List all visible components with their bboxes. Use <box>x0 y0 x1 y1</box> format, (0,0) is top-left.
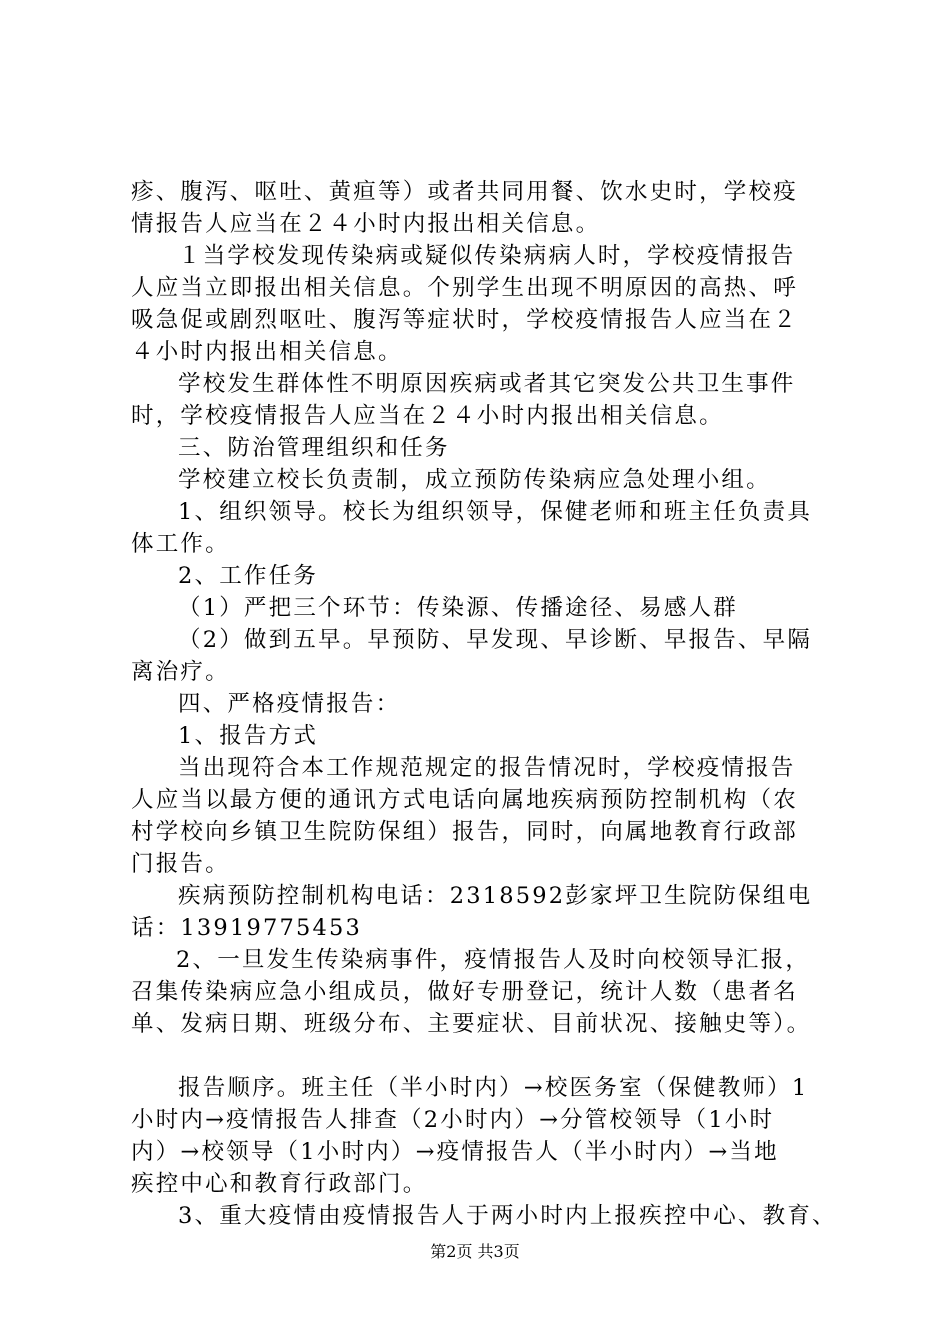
paragraph-line: 学校发生群体性不明原因疾病或者其它突发公共卫生事件 <box>178 371 796 397</box>
paragraph-line: 门报告。 <box>131 851 230 877</box>
section-heading: 三、防治管理组织和任务 <box>178 435 450 461</box>
paragraph-line: １当学校发现传染病或疑似传染病病人时，学校疫情报告 <box>178 243 796 269</box>
paragraph-line: 1、组织领导。校长为组织领导，保健老师和班主任负责具 <box>178 499 813 525</box>
section-heading: 四、严格疫情报告： <box>178 691 401 717</box>
paragraph-line: 报告顺序。班主任（半小时内）→校医务室（保健教师）1 <box>178 1075 809 1101</box>
paragraph-line: 离治疗。 <box>131 659 230 685</box>
paragraph-line: 当出现符合本工作规范规定的报告情况时，学校疫情报告 <box>178 755 796 781</box>
paragraph-line: 人应当立即报出相关信息。个别学生出现不明原因的高热、呼 <box>131 275 798 301</box>
paragraph-line: （2）做到五早。早预防、早发现、早诊断、早报告、早隔 <box>178 627 813 653</box>
paragraph-line: 体工作。 <box>131 531 230 557</box>
paragraph-line: ４小时内报出相关信息。 <box>131 339 403 365</box>
paragraph-line: 时，学校疫情报告人应当在２４小时内报出相关信息。 <box>131 403 724 429</box>
paragraph-line: 2、一旦发生传染病事件，疫情报告人及时向校领导汇报， <box>176 947 811 973</box>
paragraph-line: 话：13919775453 <box>131 915 363 941</box>
paragraph-line: 学校建立校长负责制，成立预防传染病应急处理小组。 <box>178 467 771 493</box>
paragraph-line: 人应当以最方便的通讯方式电话向属地疾病预防控制机构（农 <box>131 787 798 813</box>
paragraph-line: （1）严把三个环节：传染源、传播途径、易感人群 <box>178 595 738 621</box>
page-footer: 第2页 共3页 <box>430 1242 520 1261</box>
paragraph-line: 吸急促或剧烈呕吐、腹泻等症状时，学校疫情报告人应当在２ <box>131 307 798 333</box>
paragraph-line: 单、发病日期、班级分布、主要症状、目前状况、接触史等）。 <box>131 1011 812 1037</box>
paragraph-line: 召集传染病应急小组成员，做好专册登记，统计人数（患者名 <box>131 979 798 1005</box>
paragraph-line: 内）→校领导（1小时内）→疫情报告人（半小时内）→当地 <box>131 1139 779 1165</box>
paragraph-line: 3、重大疫情由疫情报告人于两小时内上报疾控中心、教育、 <box>178 1203 837 1229</box>
paragraph-line: 2、工作任务 <box>178 563 319 589</box>
paragraph-line: 疾控中心和教育行政部门。 <box>131 1171 428 1197</box>
paragraph-line: 疾病预防控制机构电话：2318592彭家坪卫生院防保组电 <box>178 883 813 909</box>
paragraph-line: 疹、腹泻、呕吐、黄疸等）或者共同用餐、饮水史时，学校疫 <box>131 179 798 205</box>
paragraph-line: 村学校向乡镇卫生院防保组）报告，同时，向属地教育行政部 <box>131 819 798 845</box>
paragraph-line: 小时内→疫情报告人排查（2小时内）→分管校领导（1小时 <box>131 1107 775 1133</box>
paragraph-line: 1、报告方式 <box>178 723 319 749</box>
paragraph-line: 情报告人应当在２４小时内报出相关信息。 <box>131 211 601 237</box>
